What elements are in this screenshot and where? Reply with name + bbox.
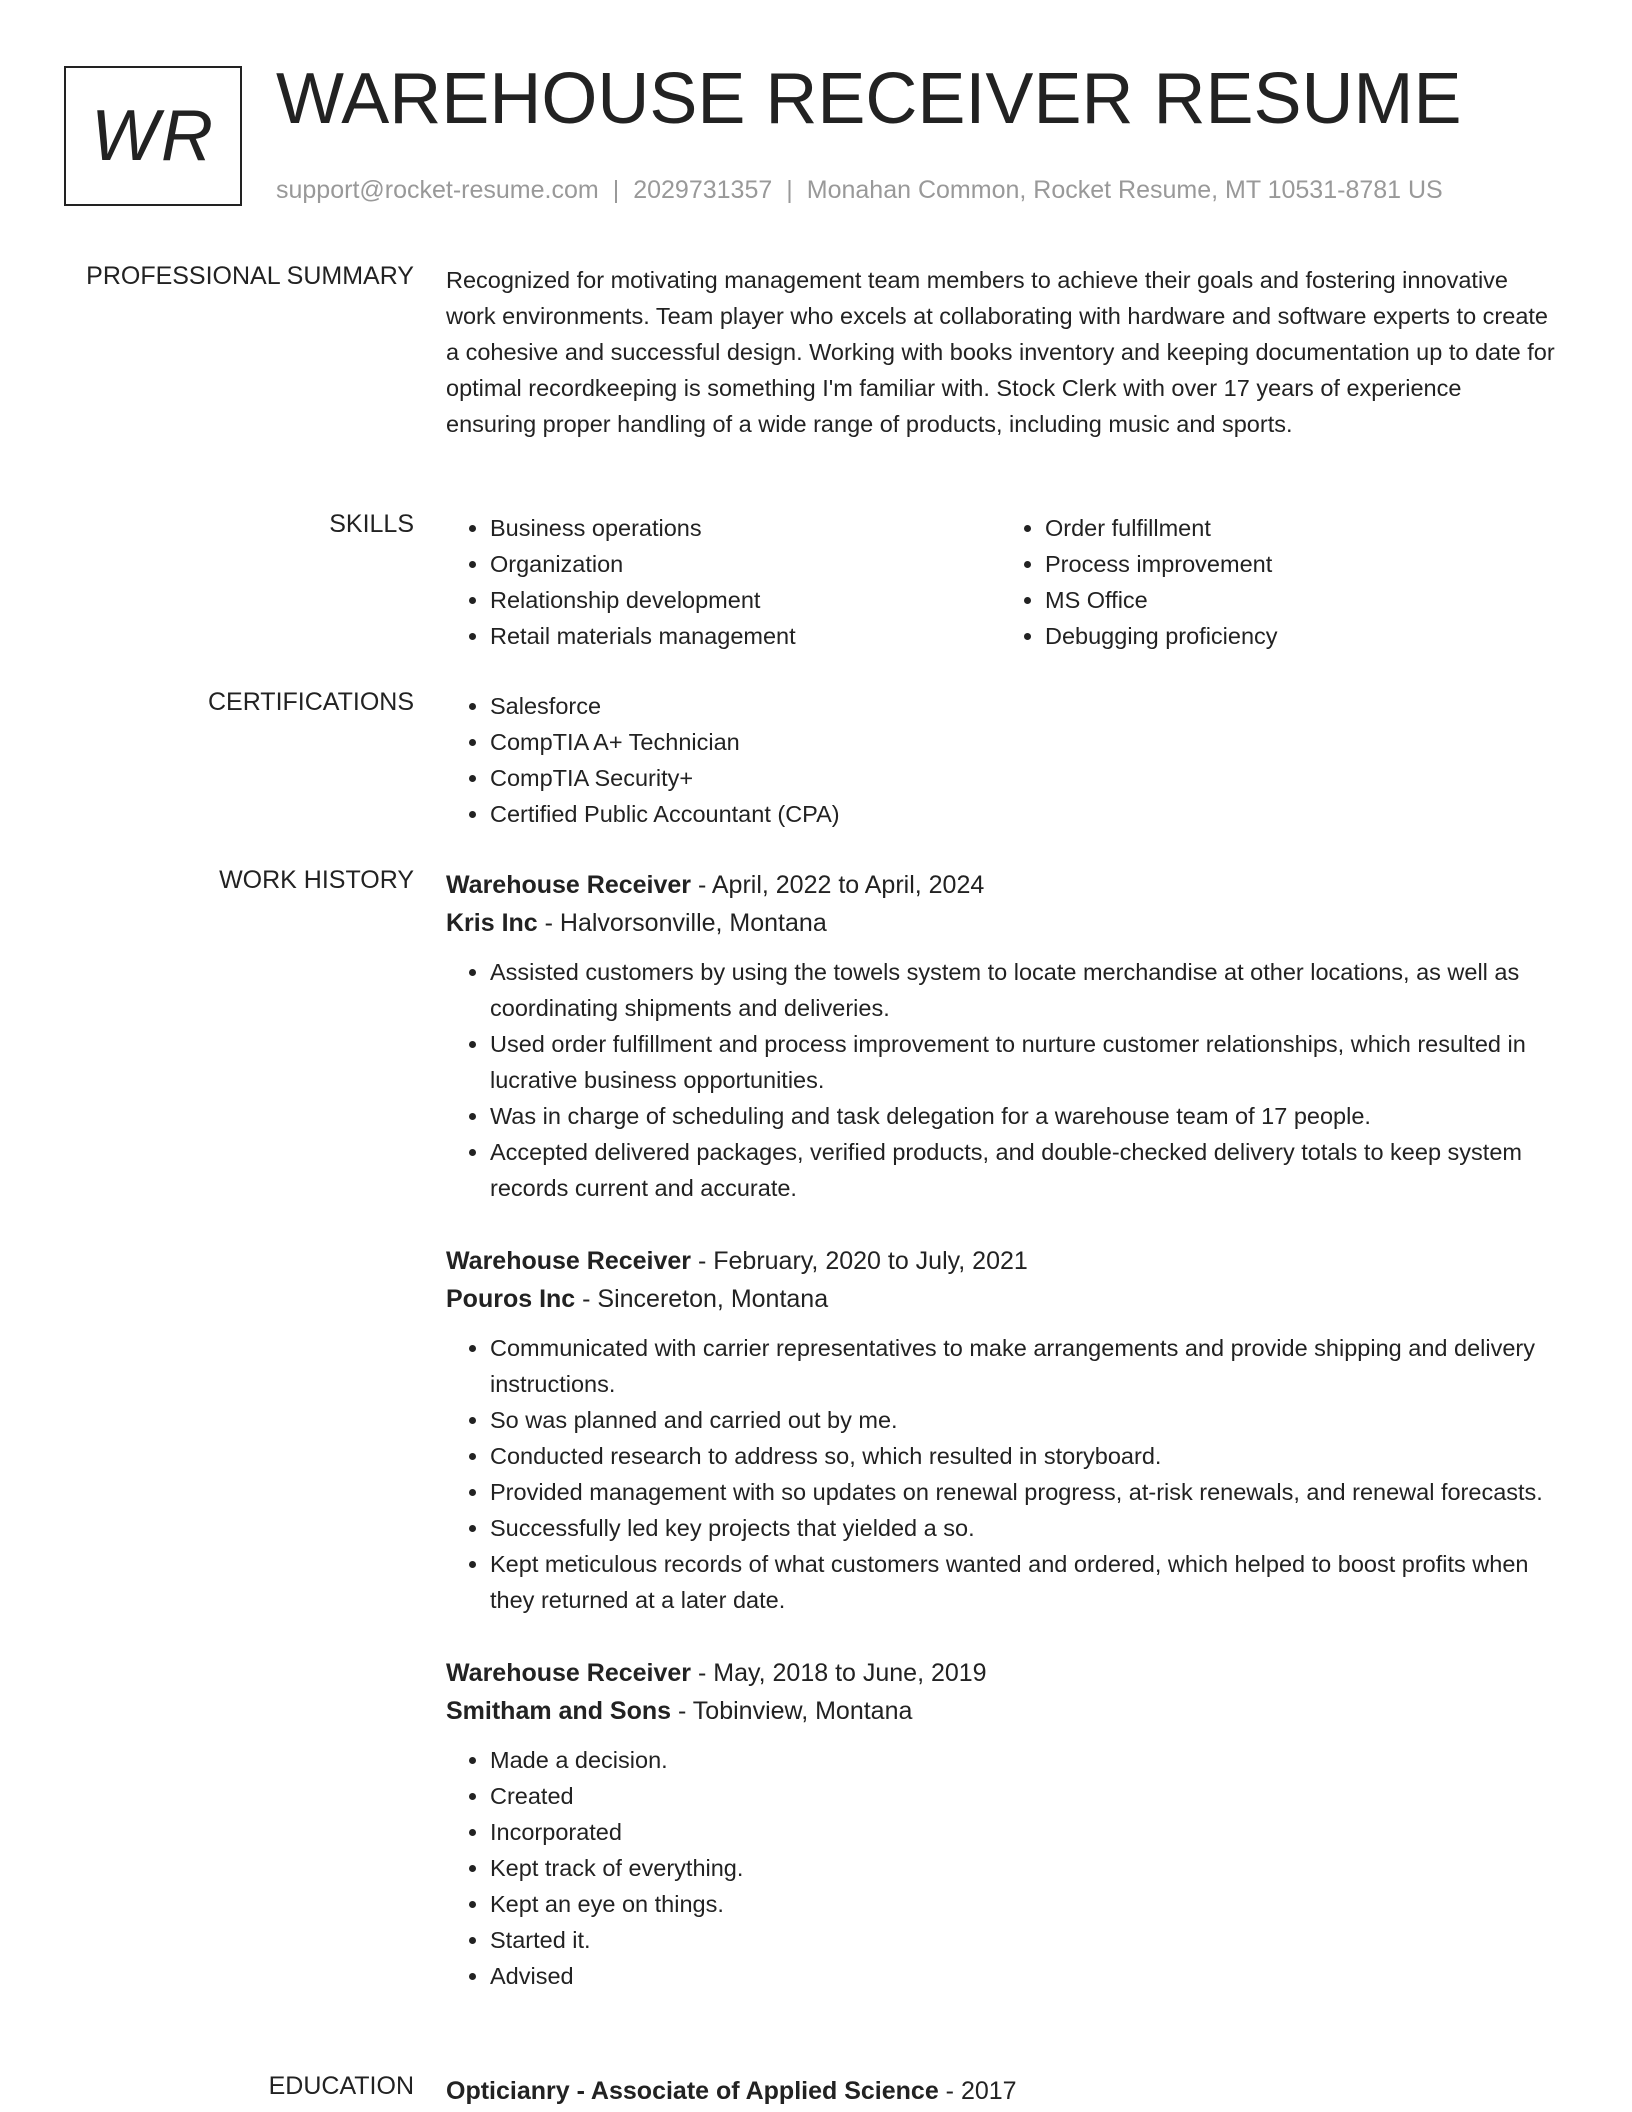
company-location: - Tobinview, Montana xyxy=(671,1697,913,1725)
job-bullet: • Accepted delivered packages, verified products, and double-checked delivery totals to keep system records current and accurate. xyxy=(490,1134,1556,1206)
contact-separator: | xyxy=(612,176,620,204)
company-name: Smitham and Sons xyxy=(446,1697,672,1725)
job-bullet: • Was in charge of scheduling and task delegation for a warehouse team of 17 people. xyxy=(490,1098,1556,1134)
section-label-education: EDUCATION xyxy=(268,2072,414,2100)
monogram-badge xyxy=(64,66,242,206)
contact-email[interactable]: support@rocket-resume.com xyxy=(276,176,599,204)
job-bullet: • Made a decision. xyxy=(490,1742,1556,1778)
skill-item: • MS Office xyxy=(1045,582,1556,618)
job-entry xyxy=(446,1242,1556,1618)
skill-item: • Organization xyxy=(490,546,1001,582)
job-bullet: • Provided management with so updates on renewal progress, at-risk renewals, and renewal forecasts. xyxy=(490,1474,1556,1510)
company-name: Kris Inc xyxy=(446,909,538,937)
contact-address: Monahan Common, Rocket Resume, MT 10531-8781 US xyxy=(806,176,1443,204)
skill-item: • Relationship development xyxy=(490,582,1001,618)
certification-item: • Salesforce xyxy=(490,688,1556,724)
monogram-initials: WR xyxy=(91,96,215,176)
job-entry xyxy=(446,866,1556,1206)
job-title: Warehouse Receiver xyxy=(446,1659,692,1687)
skill-item: • Business operations xyxy=(490,510,1001,546)
education-line xyxy=(446,2072,1556,2110)
job-bullet: • Kept an eye on things. xyxy=(490,1886,1556,1922)
job-bullets xyxy=(446,954,1556,1206)
job-dates: - May, 2018 to June, 2019 xyxy=(691,1659,987,1687)
contact-line xyxy=(276,176,1443,205)
skill-item: • Debugging proficiency xyxy=(1045,618,1556,654)
job-bullets xyxy=(446,1742,1556,1994)
company-line xyxy=(446,1692,1556,1730)
contact-separator: | xyxy=(786,176,793,204)
job-entry xyxy=(446,1654,1556,1994)
contact-phone[interactable]: 2029731357 xyxy=(633,176,773,204)
section-label-work-history: WORK HISTORY xyxy=(219,866,414,894)
skill-item: • Process improvement xyxy=(1045,546,1556,582)
summary-body xyxy=(446,262,1556,442)
skills-list-right xyxy=(1001,510,1556,654)
company-line xyxy=(446,904,1556,942)
company-line xyxy=(446,1280,1556,1318)
company-name: Pouros Inc xyxy=(446,1285,576,1313)
certifications-body xyxy=(446,688,1556,832)
job-bullet: • Used order fulfillment and process improvement to nurture customer relationships, which resulted in lucrative business opportunities. xyxy=(490,1026,1556,1098)
work-history-body xyxy=(446,866,1556,2030)
job-bullet: • Kept meticulous records of what customers wanted and ordered, which helped to boost profits when they returned at a later date. xyxy=(490,1546,1556,1618)
job-bullet: • Created xyxy=(490,1778,1556,1814)
job-title-line xyxy=(446,1654,1556,1692)
job-bullet: • Communicated with carrier representatives to make arrangements and provide shipping and delivery instructions. xyxy=(490,1330,1556,1402)
job-bullet: • Assisted customers by using the towels system to locate merchandise at other locations, as well as coordinating shipments and deliveries. xyxy=(490,954,1556,1026)
job-bullets xyxy=(446,1330,1556,1618)
job-title-line xyxy=(446,1242,1556,1280)
section-label-skills: SKILLS xyxy=(329,510,414,538)
job-dates: - February, 2020 to July, 2021 xyxy=(691,1247,1028,1275)
job-title: Warehouse Receiver xyxy=(446,871,692,899)
job-bullet: • Successfully led key projects that yielded a so. xyxy=(490,1510,1556,1546)
job-bullet: • Kept track of everything. xyxy=(490,1850,1556,1886)
job-bullet: • Advised xyxy=(490,1958,1556,1994)
job-bullet: • Incorporated xyxy=(490,1814,1556,1850)
certifications-list xyxy=(446,688,1556,832)
job-bullet: • So was planned and carried out by me. xyxy=(490,1402,1556,1438)
education-body xyxy=(446,2072,1556,2110)
certification-item: • CompTIA A+ Technician xyxy=(490,724,1556,760)
skills-body xyxy=(446,510,1556,654)
company-location: - Halvorsonville, Montana xyxy=(537,909,827,937)
certification-item: • CompTIA Security+ xyxy=(490,760,1556,796)
section-label-summary: PROFESSIONAL SUMMARY xyxy=(86,262,414,290)
job-dates: - April, 2022 to April, 2024 xyxy=(691,871,985,899)
skill-item: • Order fulfillment xyxy=(1045,510,1556,546)
job-title-line xyxy=(446,866,1556,904)
section-label-certifications: CERTIFICATIONS xyxy=(207,688,414,716)
skills-list-left xyxy=(446,510,1001,654)
skill-item: • Retail materials management xyxy=(490,618,1001,654)
resume-title: WAREHOUSE RECEIVER RESUME xyxy=(276,59,1462,139)
job-bullet: • Started it. xyxy=(490,1922,1556,1958)
education-degree: Opticianry - Associate of Applied Science xyxy=(446,2077,939,2105)
certification-item: • Certified Public Accountant (CPA) xyxy=(490,796,1556,832)
company-location: - Sincereton, Montana xyxy=(575,1285,829,1313)
job-bullet: • Conducted research to address so, which resulted in storyboard. xyxy=(490,1438,1556,1474)
summary-text: Recognized for motivating management team members to achieve their goals and fostering innovative work environments. Team player who excels at collaborating with hardware and software experts to create a cohesive and successful design. Working with books inventory and keeping documentation up to date for optimal recordkeeping is something I'm familiar with. Stock Clerk with over 17 years of experience ensuring proper handling of a wide range of products, including music and sports. xyxy=(446,267,1555,437)
job-title: Warehouse Receiver xyxy=(446,1247,692,1275)
education-year: - 2017 xyxy=(938,2077,1017,2105)
